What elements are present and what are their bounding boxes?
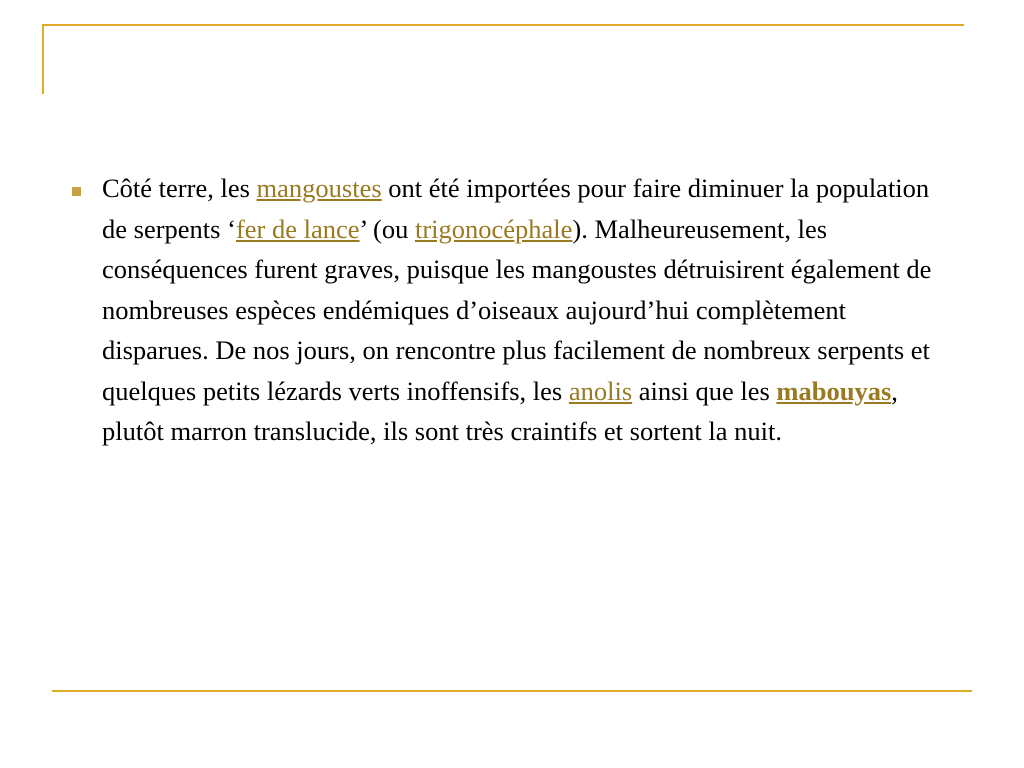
square-bullet-icon — [72, 187, 81, 196]
bullet-paragraph — [102, 168, 932, 452]
frame-top-line — [42, 24, 964, 26]
text-segment: ont été importées pour faire diminuer la population de serpents ‘ — [102, 173, 930, 244]
frame-bottom-line — [52, 690, 972, 692]
bullet-item — [72, 168, 932, 452]
text-segment: ainsi que les — [632, 375, 777, 406]
link-mabouyas[interactable]: mabouyas — [776, 375, 892, 406]
text-segment: ’ (ou — [359, 213, 415, 244]
text-segment: Côté terre, les — [102, 173, 257, 203]
slide-content — [72, 168, 932, 452]
link-trigonocephale[interactable]: trigonocéphale — [414, 213, 573, 244]
text-segment: , plutôt marron translucide, ils sont très craintifs et sortent la nuit. — [102, 375, 898, 446]
link-mangoustes[interactable]: mangoustes — [256, 173, 382, 203]
text-segment: ). Malheureusement, les conséquences furent graves, puisque les mangoustes détruisirent également de nombreuses espèces endémiques d’oiseaux aujourd’hui complètement disparues. De nos jours, on rencontre plus facilement de nombreux serpents et quelques petits lézards verts inoffensifs, les — [102, 213, 932, 406]
link-fer-de-lance[interactable]: fer de lance — [235, 213, 360, 244]
link-anolis[interactable]: anolis — [568, 375, 633, 406]
frame-left-line — [42, 24, 44, 94]
